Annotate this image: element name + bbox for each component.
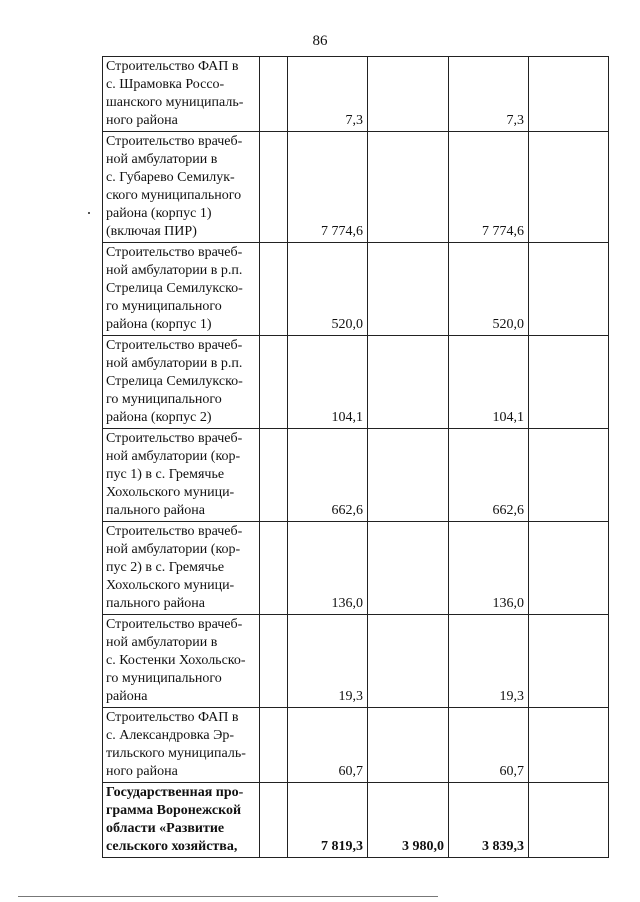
- value-cell-2: 3 980,0: [368, 783, 449, 858]
- item-name-cell: [103, 132, 260, 243]
- item-name-line: Строительство ФАП в: [106, 59, 239, 74]
- item-name-line: района (корпус 1): [106, 206, 212, 221]
- blank-cell-1: [260, 57, 288, 132]
- item-name-line: пального района: [106, 596, 205, 611]
- value-cell-2: [368, 57, 449, 132]
- page-number: 86: [312, 33, 328, 49]
- value-cell-2: [368, 132, 449, 243]
- value-cell-3: 60,7: [449, 708, 529, 783]
- table-row: [103, 615, 609, 708]
- item-name-line: (включая ПИР): [106, 224, 197, 239]
- item-name-line: Строительство врачеб-: [106, 524, 243, 539]
- table-row: [103, 429, 609, 522]
- item-name-line: сельского хозяйства,: [106, 839, 238, 854]
- blank-cell-2: [529, 708, 609, 783]
- value-cell-2: [368, 615, 449, 708]
- blank-cell-2: [529, 783, 609, 858]
- value-cell-3: 136,0: [449, 522, 529, 615]
- footer-rule: [18, 896, 438, 897]
- table-row: [103, 336, 609, 429]
- total-value-cell: 7 774,6: [288, 132, 368, 243]
- blank-cell-2: [529, 615, 609, 708]
- item-name-line: ского муниципального: [106, 188, 242, 203]
- item-name-cell: [103, 336, 260, 429]
- item-name-line: Строительство ФАП в: [106, 710, 239, 725]
- item-name-line: го муниципального: [106, 299, 222, 314]
- item-name-cell: [103, 57, 260, 132]
- value-cell-2: [368, 336, 449, 429]
- blank-cell-2: [529, 57, 609, 132]
- item-name-line: пус 1) в с. Гремячье: [106, 467, 225, 482]
- item-name-cell: [103, 522, 260, 615]
- total-value-cell: 7,3: [288, 57, 368, 132]
- value-cell-2: [368, 708, 449, 783]
- total-value-cell: 104,1: [288, 336, 368, 429]
- value-cell-3: 3 839,3: [449, 783, 529, 858]
- item-name-cell: [103, 783, 260, 858]
- item-name-line: Государственная про-: [106, 785, 244, 800]
- item-name-cell: [103, 243, 260, 336]
- blank-cell-1: [260, 132, 288, 243]
- value-cell-2: [368, 429, 449, 522]
- item-name-cell: [103, 429, 260, 522]
- value-cell-3: 520,0: [449, 243, 529, 336]
- value-cell-3: 19,3: [449, 615, 529, 708]
- budget-table-body: [103, 57, 609, 858]
- item-name-line: ного района: [106, 113, 178, 128]
- value-cell-3: 7,3: [449, 57, 529, 132]
- total-value-cell: 7 819,3: [288, 783, 368, 858]
- total-value-cell: 136,0: [288, 522, 368, 615]
- total-value-cell: 60,7: [288, 708, 368, 783]
- item-name-cell: [103, 615, 260, 708]
- table-row: [103, 243, 609, 336]
- item-name-line: шанского муниципаль-: [106, 95, 244, 110]
- item-name-line: ного района: [106, 764, 178, 779]
- budget-table: [102, 56, 609, 858]
- total-value-cell: 19,3: [288, 615, 368, 708]
- item-name-line: Хохольского муници-: [106, 578, 235, 593]
- value-cell-3: 7 774,6: [449, 132, 529, 243]
- table-row: [103, 708, 609, 783]
- item-name-line: района (корпус 1): [106, 317, 212, 332]
- blank-cell-2: [529, 243, 609, 336]
- item-name-line: района (корпус 2): [106, 410, 212, 425]
- item-name-line: Строительство врачеб-: [106, 338, 243, 353]
- item-name-line: с. Губарево Семилук-: [106, 170, 235, 185]
- blank-cell-2: [529, 522, 609, 615]
- item-name-cell: [103, 708, 260, 783]
- item-name-line: Строительство врачеб-: [106, 617, 243, 632]
- item-name-line: области «Развитие: [106, 821, 225, 836]
- scan-speck: [88, 212, 90, 214]
- item-name-line: Строительство врачеб-: [106, 431, 243, 446]
- value-cell-2: [368, 522, 449, 615]
- table-row: [103, 57, 609, 132]
- blank-cell-1: [260, 429, 288, 522]
- item-name-line: района: [106, 689, 148, 704]
- item-name-line: го муниципального: [106, 392, 222, 407]
- total-value-cell: 520,0: [288, 243, 368, 336]
- blank-cell-2: [529, 336, 609, 429]
- blank-cell-1: [260, 708, 288, 783]
- value-cell-3: 662,6: [449, 429, 529, 522]
- item-name-line: с. Шрамовка Россо-: [106, 77, 225, 92]
- item-name-line: пального района: [106, 503, 205, 518]
- item-name-line: ной амбулатории в: [106, 635, 218, 650]
- item-name-line: ной амбулатории (кор-: [106, 449, 241, 464]
- item-name-line: с. Костенки Хохольско-: [106, 653, 246, 668]
- item-name-line: го муниципального: [106, 671, 222, 686]
- item-name-line: пус 2) в с. Гремячье: [106, 560, 225, 575]
- blank-cell-1: [260, 783, 288, 858]
- table-row: [103, 783, 609, 858]
- item-name-line: ной амбулатории в р.п.: [106, 356, 243, 371]
- item-name-line: тильского муниципаль-: [106, 746, 246, 761]
- item-name-line: Стрелица Семилукско-: [106, 281, 243, 296]
- blank-cell-2: [529, 132, 609, 243]
- item-name-line: ной амбулатории (кор-: [106, 542, 241, 557]
- blank-cell-1: [260, 522, 288, 615]
- value-cell-2: [368, 243, 449, 336]
- item-name-line: Хохольского муници-: [106, 485, 235, 500]
- table-row: [103, 522, 609, 615]
- item-name-line: с. Александровка Эр-: [106, 728, 235, 743]
- item-name-line: Строительство врачеб-: [106, 134, 243, 149]
- blank-cell-2: [529, 429, 609, 522]
- item-name-line: Стрелица Семилукско-: [106, 374, 243, 389]
- item-name-line: грамма Воронежской: [106, 803, 242, 818]
- item-name-line: Строительство врачеб-: [106, 245, 243, 260]
- value-cell-3: 104,1: [449, 336, 529, 429]
- table-row: [103, 132, 609, 243]
- blank-cell-1: [260, 243, 288, 336]
- total-value-cell: 662,6: [288, 429, 368, 522]
- item-name-line: ной амбулатории в р.п.: [106, 263, 243, 278]
- blank-cell-1: [260, 615, 288, 708]
- item-name-line: ной амбулатории в: [106, 152, 218, 167]
- blank-cell-1: [260, 336, 288, 429]
